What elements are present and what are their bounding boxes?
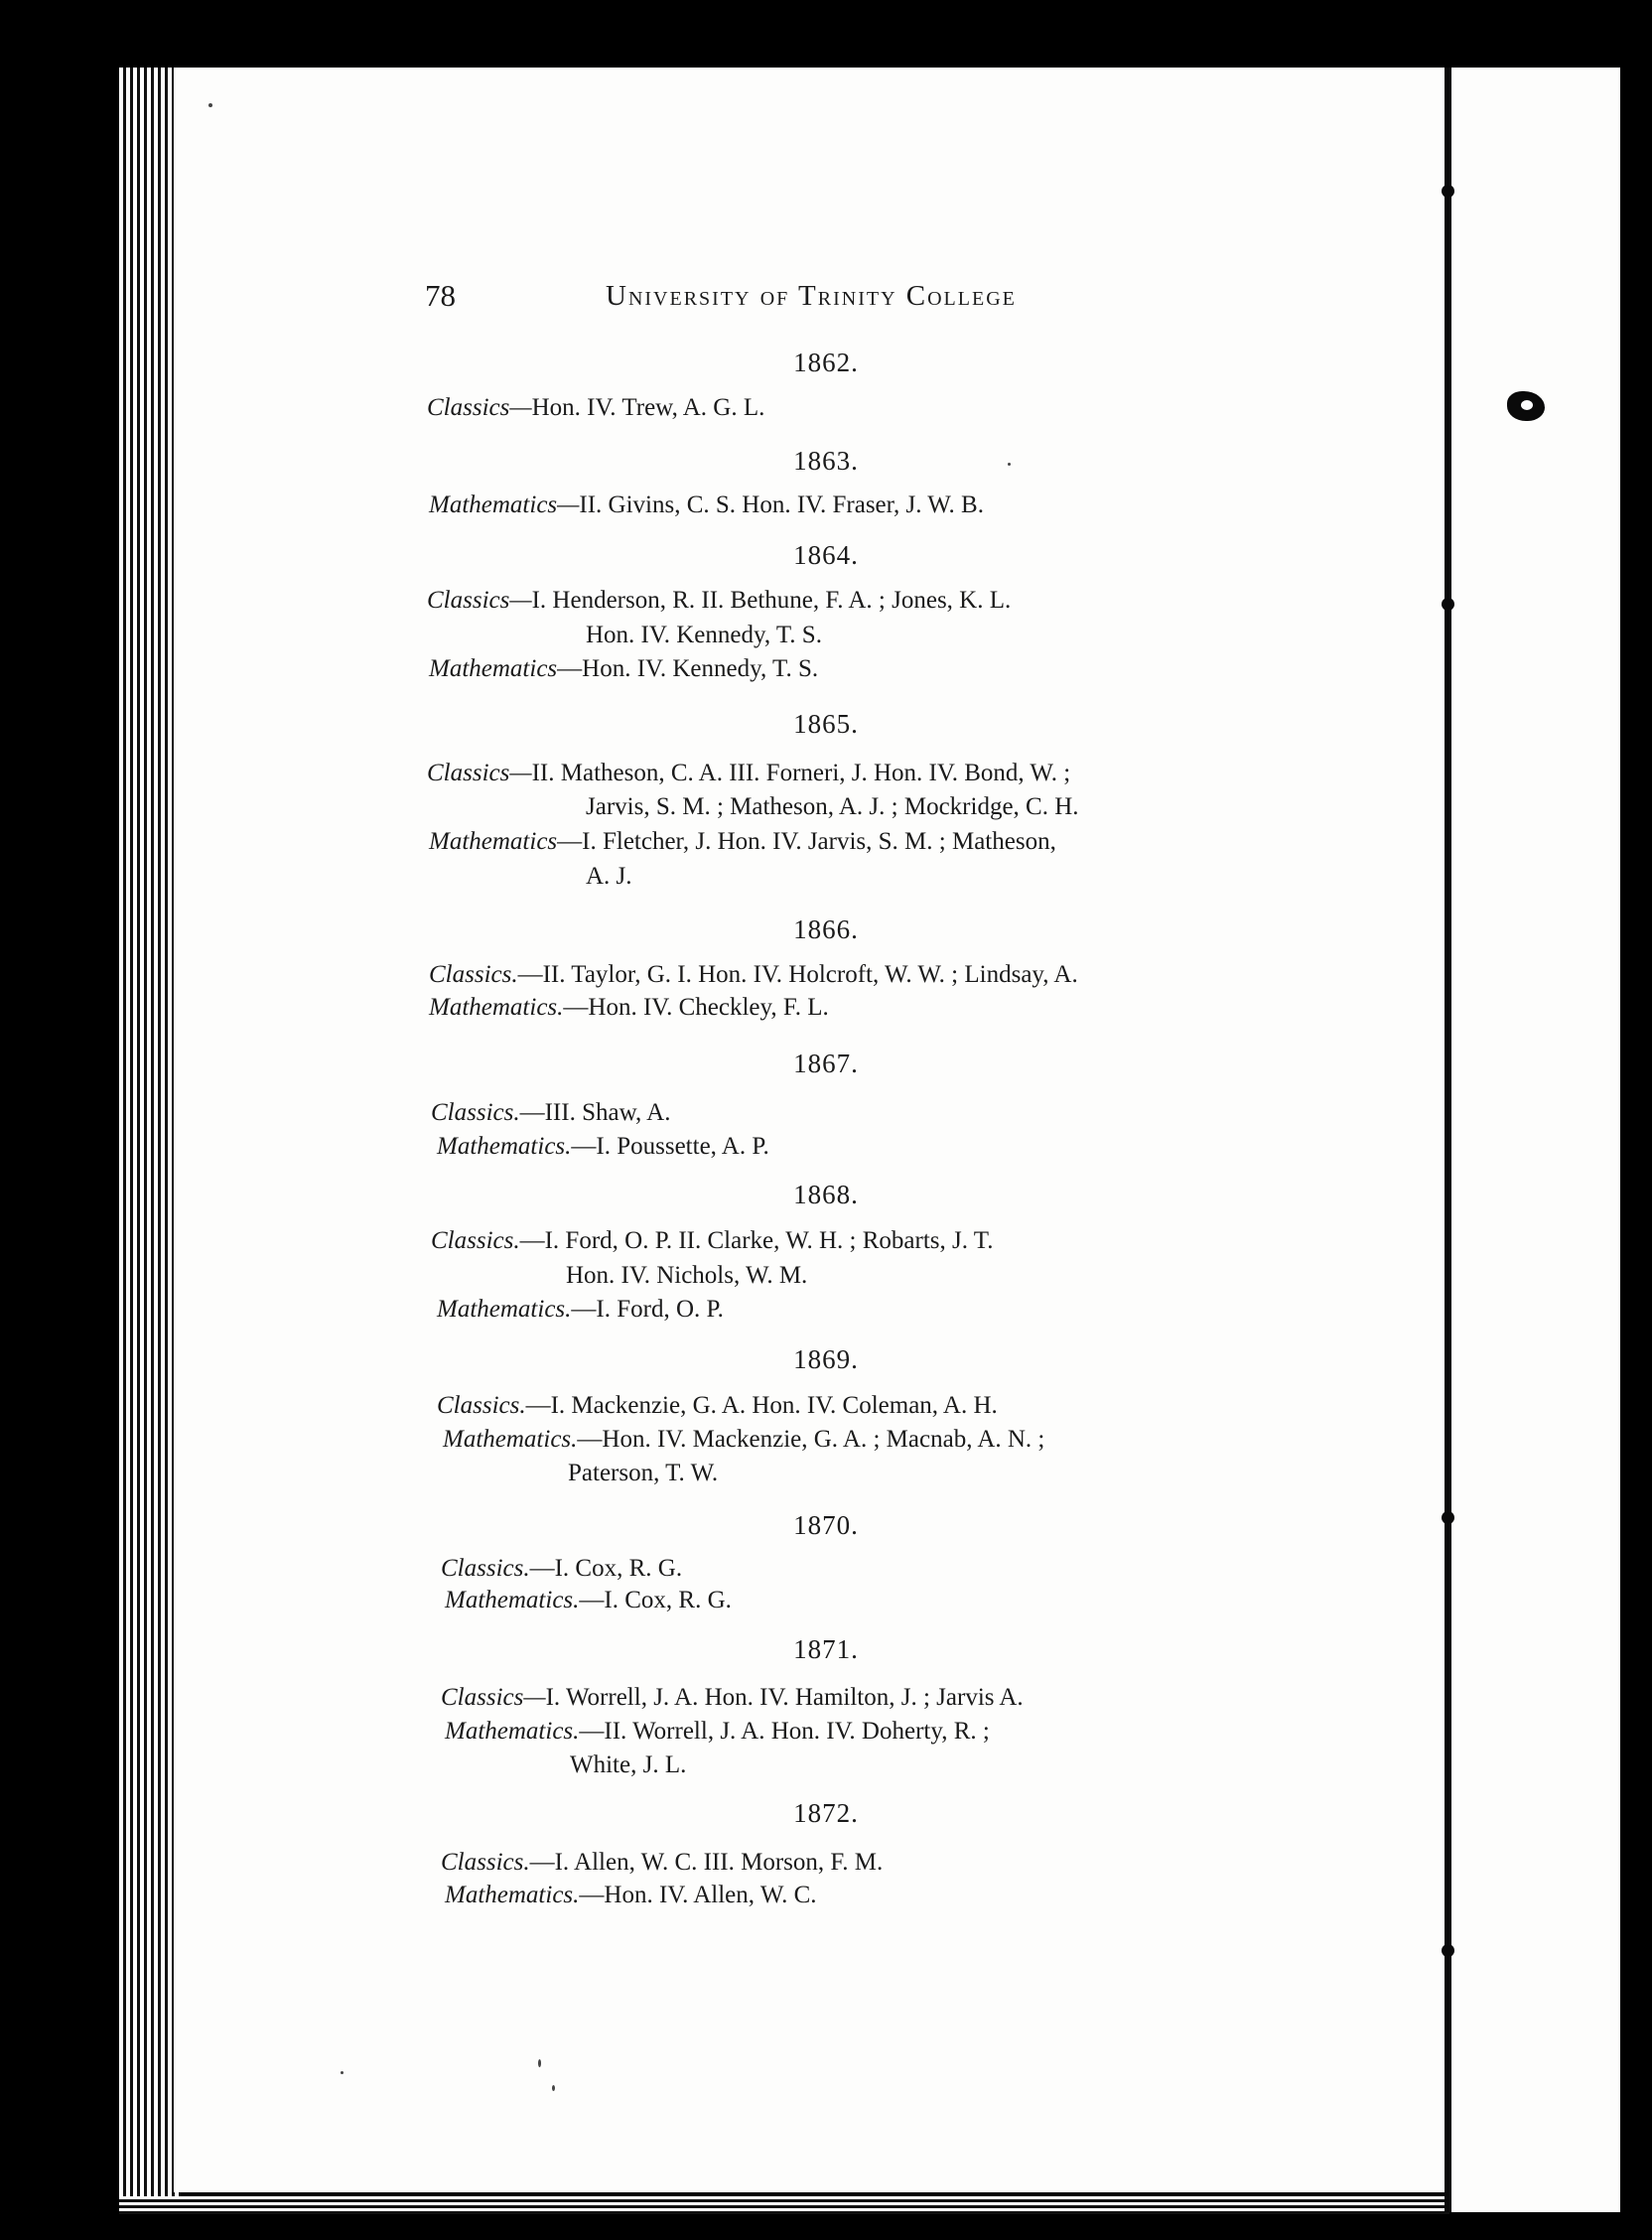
entry-text: II. Matheson, C. A. III. Forneri, J. Hon. IV. Bond, W. ; xyxy=(531,760,1071,786)
entry-line xyxy=(441,1684,1024,1712)
subject-label: Mathematics. xyxy=(443,1426,578,1453)
entry-line xyxy=(429,655,818,683)
subject-label: Classics. xyxy=(429,961,518,988)
entry-line-continued xyxy=(586,863,632,891)
entry-line xyxy=(429,994,829,1022)
subject-label: Mathematics. xyxy=(429,994,564,1021)
entry-line xyxy=(437,1296,724,1324)
subject-label: Classics. xyxy=(437,1392,526,1419)
entry-text: —I. Poussette, A. P. xyxy=(571,1133,769,1160)
entry-line-continued xyxy=(586,793,1079,821)
subject-label: Classics— xyxy=(441,1684,546,1711)
running-header xyxy=(0,278,1652,322)
year-heading: 1871. xyxy=(793,1634,859,1664)
entry-text: —Hon. IV. Kennedy, T. S. xyxy=(557,655,819,682)
spine-stitch xyxy=(1442,1944,1454,1957)
page-number: 78 xyxy=(425,278,456,313)
running-title: University of Trinity College xyxy=(606,280,1017,312)
subject-label: Classics. xyxy=(431,1099,520,1126)
entry-text: I. Worrell, J. A. Hon. IV. Hamilton, J. ; Jarvis A. xyxy=(545,1684,1024,1711)
subject-label: Mathematics xyxy=(429,828,558,855)
speck xyxy=(538,2059,541,2067)
entry-line xyxy=(427,587,1011,615)
book-bottom-edge xyxy=(119,2196,1449,2214)
entry-line xyxy=(437,1392,998,1420)
ink-mark-icon xyxy=(1507,391,1545,421)
entry-line xyxy=(443,1426,1044,1454)
entry-line xyxy=(445,1718,990,1746)
subject-label: Mathematics. xyxy=(445,1718,580,1745)
entry-line xyxy=(429,491,984,519)
subject-label: Mathematics. xyxy=(437,1133,572,1160)
speck xyxy=(552,2085,555,2091)
right-page xyxy=(1451,68,1620,2212)
entry-text: —I. Cox, R. G. xyxy=(579,1587,732,1613)
entry-text: Paterson, T. W. xyxy=(568,1460,719,1486)
entry-text: —Hon. IV. Checkley, F. L. xyxy=(563,994,829,1021)
entry-line xyxy=(445,1587,732,1614)
year-heading: 1865. xyxy=(793,709,859,739)
subject-label: Mathematics— xyxy=(429,491,580,518)
entry-line-continued xyxy=(586,622,822,649)
speck xyxy=(341,2071,344,2074)
entry-text: —I. Fletcher, J. Hon. IV. Jarvis, S. M. ; Matheson, xyxy=(557,828,1056,855)
entry-line xyxy=(445,1882,817,1909)
entry-text: Hon. IV. Kennedy, T. S. xyxy=(586,622,822,648)
entry-line xyxy=(429,828,1056,856)
subject-label: Mathematics. xyxy=(437,1296,572,1323)
subject-label: Mathematics xyxy=(429,655,558,682)
entry-text: II. Givins, C. S. Hon. IV. Fraser, J. W. B. xyxy=(579,491,984,518)
entry-line xyxy=(441,1849,883,1877)
entry-line xyxy=(427,394,764,422)
entry-text: —II. Taylor, G. I. Hon. IV. Holcroft, W. W. ; Lindsay, A. xyxy=(517,961,1078,988)
entry-line xyxy=(431,1227,993,1255)
spine-stitch xyxy=(1442,185,1454,198)
entry-line xyxy=(429,961,1078,989)
entry-text: A. J. xyxy=(586,863,632,890)
entry-line xyxy=(431,1099,670,1127)
speck xyxy=(208,103,212,107)
entry-text: Hon. IV. Trew, A. G. L. xyxy=(531,394,765,421)
subject-label: Mathematics. xyxy=(445,1882,580,1908)
entry-text: Jarvis, S. M. ; Matheson, A. J. ; Mockridge, C. H. xyxy=(586,793,1079,820)
entry-text: I. Henderson, R. II. Bethune, F. A. ; Jones, K. L. xyxy=(531,587,1012,614)
subject-label: Classics. xyxy=(441,1849,530,1876)
subject-label: Mathematics. xyxy=(445,1587,580,1613)
entry-line-continued xyxy=(570,1751,686,1779)
entry-text: White, J. L. xyxy=(570,1751,687,1778)
entry-text: —Hon. IV. Allen, W. C. xyxy=(579,1882,817,1908)
entry-text: —II. Worrell, J. A. Hon. IV. Doherty, R. ; xyxy=(579,1718,990,1745)
entry-line-continued xyxy=(566,1262,807,1290)
entry-text: —I. Cox, R. G. xyxy=(529,1555,683,1582)
book-page-edges xyxy=(119,68,179,2210)
subject-label: Classics. xyxy=(431,1227,520,1254)
entry-text: —I. Ford, O. P. xyxy=(571,1296,724,1323)
year-heading: 1864. xyxy=(793,540,859,570)
entry-line xyxy=(427,760,1070,787)
year-heading: 1872. xyxy=(793,1798,859,1828)
entry-text: —I. Ford, O. P. II. Clarke, W. H. ; Robarts, J. T. xyxy=(519,1227,994,1254)
entry-text: —I. Allen, W. C. III. Morson, F. M. xyxy=(529,1849,884,1876)
year-heading: 1867. xyxy=(793,1049,859,1078)
year-heading: 1869. xyxy=(793,1344,859,1374)
subject-label: Classics— xyxy=(427,760,532,786)
entry-text: Hon. IV. Nichols, W. M. xyxy=(566,1262,808,1289)
entry-line xyxy=(441,1555,682,1583)
year-heading: 1868. xyxy=(793,1180,859,1209)
year-heading: 1863. xyxy=(793,446,859,476)
subject-label: Classics— xyxy=(427,587,532,614)
subject-label: Classics. xyxy=(441,1555,530,1582)
book-spine xyxy=(1445,68,1451,2212)
year-heading: 1862. xyxy=(793,348,859,377)
entry-text: —III. Shaw, A. xyxy=(519,1099,671,1126)
year-heading: 1866. xyxy=(793,914,859,944)
entry-text: —Hon. IV. Mackenzie, G. A. ; Macnab, A. N. ; xyxy=(577,1426,1045,1453)
subject-label: Classics— xyxy=(427,394,532,421)
entry-line-continued xyxy=(568,1460,718,1487)
entry-text: —I. Mackenzie, G. A. Hon. IV. Coleman, A. H. xyxy=(525,1392,998,1419)
spine-stitch xyxy=(1442,598,1454,611)
year-heading: 1870. xyxy=(793,1510,859,1540)
entry-line xyxy=(437,1133,769,1161)
